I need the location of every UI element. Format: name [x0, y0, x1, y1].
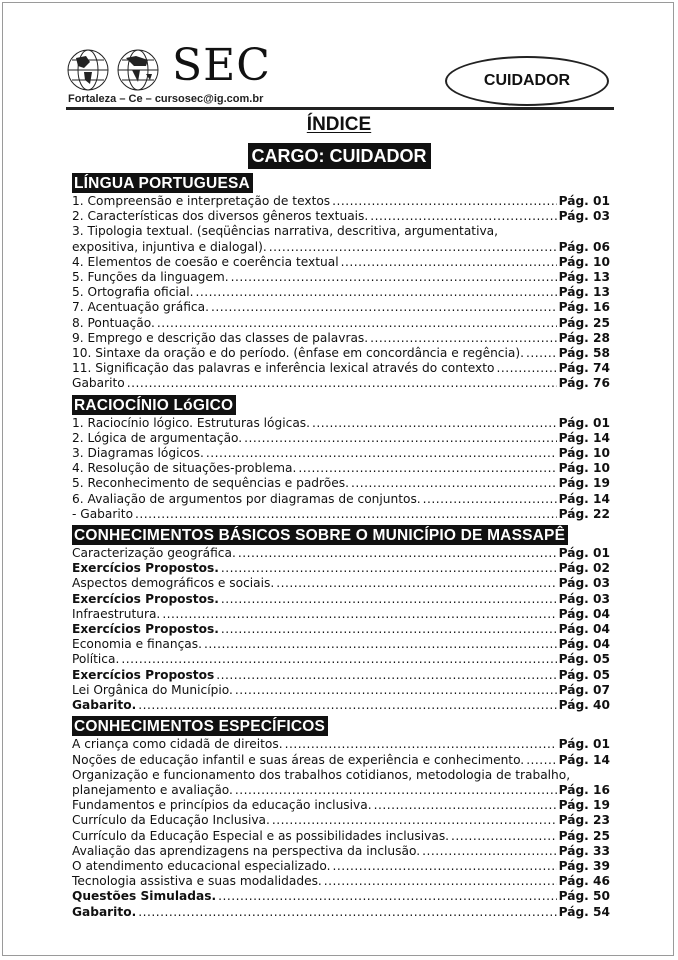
dot-leader [244, 431, 556, 446]
index-entry [72, 798, 610, 813]
entry-page: Pág. 28 [558, 330, 610, 345]
entry-page: Pág. 14 [558, 752, 610, 767]
entry-title: expositiva, injuntiva e dialogal). [72, 239, 267, 254]
dot-leader [138, 905, 556, 920]
entry-page: Pág. 05 [558, 652, 610, 667]
entry-title: Gabarito [72, 376, 125, 391]
entry-page: Pág. 13 [558, 285, 610, 300]
entry-title: Noções de educação infantil e suas áreas de experiência e conhecimento. [72, 752, 525, 767]
index-section [72, 713, 610, 919]
index-entry [72, 446, 610, 461]
index-entry [72, 361, 610, 376]
index-entry [72, 905, 610, 920]
index-entry [72, 668, 610, 683]
index-entry [72, 859, 610, 874]
entry-page: Pág. 01 [558, 737, 610, 752]
entry-title: Exercícios Propostos. [72, 622, 219, 637]
entry-page: Pág. 54 [558, 904, 610, 919]
entry-page: Pág. 03 [558, 209, 610, 224]
dot-leader [285, 737, 557, 752]
section-heading: RACIOCÍNIO LóGICO [72, 395, 236, 415]
index-entry [72, 874, 610, 889]
index-entry [72, 698, 610, 713]
index-section [72, 522, 610, 713]
entry-title: 3. Diagramas lógicos. [72, 446, 204, 461]
entry-title: 2. Características dos diversos gêneros textuais. [72, 209, 369, 224]
entry-page: Pág. 04 [558, 622, 610, 637]
dot-leader [351, 476, 557, 491]
entry-page: Pág. 03 [558, 576, 610, 591]
dot-leader [127, 376, 557, 391]
entry-page: Pág. 25 [558, 828, 610, 843]
index-entry [72, 829, 610, 844]
index-entry [72, 300, 610, 315]
index-entry [72, 607, 610, 622]
index-entry [72, 270, 610, 285]
dot-leader [374, 798, 557, 813]
dot-leader [216, 668, 556, 683]
index-entry [72, 622, 610, 637]
entry-title: 5. Ortografia oficial. [72, 285, 194, 300]
index-entry [72, 576, 610, 591]
entry-title: planejamento e avaliação. [72, 782, 233, 797]
entry-page: Pág. 58 [558, 346, 610, 361]
entry-page: Pág. 13 [558, 270, 610, 285]
entry-page: Pág. 23 [558, 813, 610, 828]
index-entry [72, 416, 610, 431]
dot-leader [157, 316, 557, 331]
dot-leader [324, 874, 557, 889]
entry-title: Economia e finanças. [72, 637, 202, 652]
section-heading: LÍNGUA PORTUGUESA [72, 173, 253, 193]
entry-title: 1. Compreensão e interpretação de textos [72, 194, 331, 208]
entry-title: Aspectos demográficos e sociais. [72, 576, 275, 591]
dot-leader [235, 783, 557, 798]
dot-leader [341, 255, 557, 270]
entry-page: Pág. 02 [558, 561, 610, 576]
entry-title: - Gabarito [72, 506, 134, 521]
entry-page: Pág. 74 [558, 361, 610, 376]
cargo-heading [0, 143, 678, 169]
entry-title: 1. Raciocínio lógico. Estruturas lógicas. [72, 415, 311, 430]
entry-title: 2. Lógica de argumentação. [72, 430, 243, 445]
index-entry [72, 546, 610, 561]
entry-title: 6. Avaliação de argumentos por diagramas de conjuntos. [72, 491, 421, 506]
entry-title: Lei Orgânica do Município. [72, 682, 233, 697]
dot-leader [221, 561, 557, 576]
entry-title: 10. Sintaxe da oração e do período. (ênfase em concordância e regência). [72, 346, 524, 361]
entry-page: Pág. 05 [558, 667, 610, 682]
entry-page: Pág. 06 [558, 239, 610, 254]
entry-title: 4. Resolução de situações-problema. [72, 461, 297, 476]
entry-page: Pág. 19 [558, 798, 610, 813]
dot-leader [211, 300, 557, 315]
index-entry [72, 285, 610, 300]
entry-page: Pág. 46 [558, 874, 610, 889]
index-entry [72, 844, 610, 859]
dot-leader [298, 461, 556, 476]
dot-leader [135, 507, 557, 522]
dot-leader [138, 698, 556, 713]
entry-page: Pág. 04 [558, 637, 610, 652]
entry-title: Exercícios Propostos. [72, 561, 219, 576]
dot-leader [333, 859, 557, 874]
index-entry-line: Organização e funcionamento dos trabalhos cotidianos, metodologia de trabalho, [72, 767, 571, 782]
entry-page: Pág. 50 [558, 889, 610, 904]
index-entry [72, 737, 610, 752]
entry-title: Currículo da Educação Inclusiva. [72, 813, 270, 828]
entry-page: Pág. 10 [558, 254, 610, 269]
entry-title: 11. Significação das palavras e inferência lexical através do contexto [72, 361, 495, 376]
index-entry [72, 476, 610, 491]
dot-leader [221, 622, 557, 637]
cargo-heading-text: CARGO: CUIDADOR [248, 143, 431, 169]
index-entry [72, 783, 610, 798]
entry-title: Avaliação das aprendizagens na perspectiva da inclusão. [72, 843, 421, 858]
entry-page: Pág. 25 [558, 315, 610, 330]
dot-leader [272, 813, 557, 828]
globe-logo-icon [66, 48, 162, 92]
index-section [72, 170, 610, 392]
entry-page: Pág. 76 [558, 376, 610, 391]
entry-page: Pág. 10 [558, 446, 610, 461]
entry-page: Pág. 01 [558, 546, 610, 561]
entry-title: Tecnologia assistiva e suas modalidades. [72, 874, 322, 889]
index-entry [72, 683, 610, 698]
entry-page: Pág. 01 [558, 415, 610, 430]
dot-leader [235, 683, 557, 698]
entry-page: Pág. 14 [558, 491, 610, 506]
dot-leader [221, 592, 557, 607]
index-entry-line: 3. Tipologia textual. (seqüências narrativa, descritiva, argumentativa, [72, 224, 499, 239]
dot-leader [423, 492, 557, 507]
dot-leader [332, 194, 556, 209]
dot-leader [204, 637, 557, 652]
entry-page: Pág. 22 [558, 506, 610, 521]
dot-leader [218, 889, 557, 904]
dot-leader [121, 652, 556, 667]
index-entry [72, 431, 610, 446]
index-entry [72, 813, 610, 828]
entry-title: Infraestrutura. [72, 606, 161, 621]
dot-leader [422, 844, 557, 859]
entry-page: Pág. 16 [558, 300, 610, 315]
index-entry [72, 316, 610, 331]
index-entry [72, 194, 610, 209]
dot-leader [496, 361, 556, 376]
index-entry [72, 331, 610, 346]
header-rule [66, 107, 614, 110]
index-entry [72, 492, 610, 507]
dot-leader [526, 346, 557, 361]
dot-leader [370, 209, 556, 224]
dot-leader [276, 576, 556, 591]
dot-leader [162, 607, 556, 622]
entry-title: 5. Reconhecimento de sequências e padrões. [72, 476, 349, 491]
entry-title: Questões Simuladas. [72, 889, 217, 904]
entry-title: A criança como cidadã de direitos. [72, 737, 283, 752]
entry-page: Pág. 14 [558, 430, 610, 445]
page-title-text: ÍNDICE [306, 114, 372, 135]
section-heading: CONHECIMENTOS BÁSICOS SOBRE O MUNICÍPIO DE MASSAPÊ [72, 525, 568, 545]
entry-page: Pág. 03 [558, 591, 610, 606]
entry-page: Pág. 39 [558, 858, 610, 873]
dot-leader [370, 331, 556, 346]
page-title [0, 114, 678, 136]
entry-page: Pág. 16 [558, 782, 610, 797]
index-entry [72, 376, 610, 391]
entry-title: Exercícios Propostos [72, 667, 215, 682]
entry-page: Pág. 40 [558, 698, 610, 713]
entry-title: Fundamentos e princípios da educação inclusiva. [72, 798, 372, 813]
index-entry [72, 561, 610, 576]
header-subtitle: Fortaleza – Ce – cursosec@ig.com.br [68, 93, 264, 105]
index-entry [72, 461, 610, 476]
index-entry [72, 592, 610, 607]
entry-title: Caracterização geográfica. [72, 546, 236, 561]
index-entry [72, 889, 610, 904]
entry-title: 9. Emprego e descrição das classes de palavras. [72, 330, 369, 345]
logo-text: SEC [172, 40, 271, 91]
entry-title: O atendimento educacional especializado. [72, 858, 331, 873]
index-entry [72, 240, 610, 255]
entry-title: 7. Acentuação gráfica. [72, 300, 209, 315]
entry-title: 8. Pontuação. [72, 315, 155, 330]
dot-leader [238, 546, 557, 561]
dot-leader [526, 753, 556, 768]
entry-page: Pág. 04 [558, 606, 610, 621]
entry-page: Pág. 33 [558, 843, 610, 858]
index-content [72, 170, 610, 920]
entry-title: Gabarito. [72, 698, 137, 713]
dot-leader [312, 416, 557, 431]
index-entry [72, 507, 610, 522]
cargo-badge: CUIDADOR [445, 56, 609, 106]
entry-title: Gabarito. [72, 904, 137, 919]
entry-title: Exercícios Propostos. [72, 591, 219, 606]
section-heading: CONHECIMENTOS ESPECÍFICOS [72, 716, 328, 736]
dot-leader [206, 446, 557, 461]
entry-title: Currículo da Educação Especial e as possibilidades inclusivas. [72, 828, 450, 843]
entry-title: Política. [72, 652, 120, 667]
dot-leader [196, 285, 557, 300]
entry-page: Pág. 10 [558, 461, 610, 476]
entry-page: Pág. 19 [558, 476, 610, 491]
dot-leader [269, 240, 557, 255]
entry-title: 4. Elementos de coesão e coerência textual [72, 254, 339, 269]
index-entry [72, 346, 610, 361]
dot-leader [451, 829, 557, 844]
index-entry [72, 652, 610, 667]
index-entry [72, 753, 610, 768]
index-entry [72, 209, 610, 224]
dot-leader [231, 270, 557, 285]
index-section [72, 392, 610, 522]
index-entry [72, 637, 610, 652]
entry-page: Pág. 01 [558, 194, 610, 208]
index-entry [72, 255, 610, 270]
entry-title: 5. Funções da linguagem. [72, 270, 229, 285]
entry-page: Pág. 07 [558, 682, 610, 697]
